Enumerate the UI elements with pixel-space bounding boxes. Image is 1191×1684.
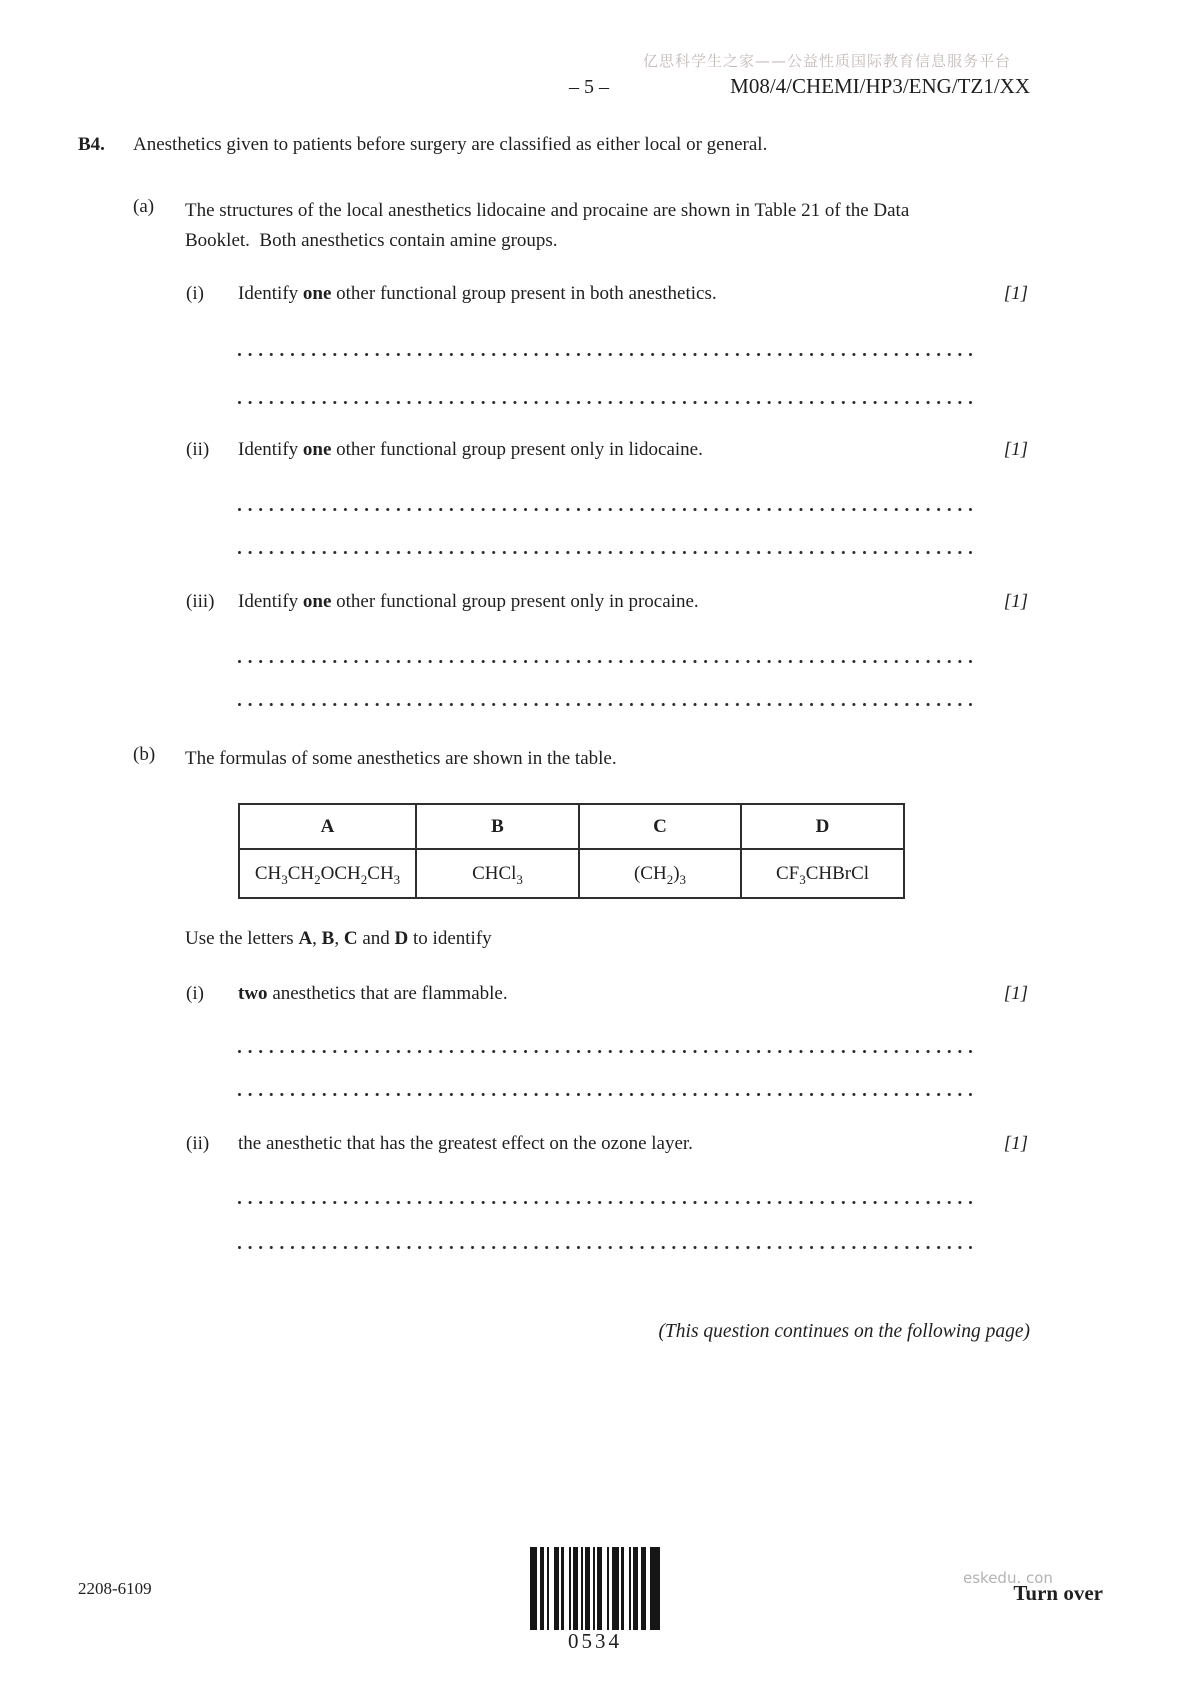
barcode-bar <box>650 1547 660 1630</box>
table-header-d: D <box>741 804 904 849</box>
answer-line[interactable] <box>238 353 975 356</box>
answer-line[interactable] <box>238 551 975 554</box>
part-b-instruction: Use the letters A, B, C and D to identify <box>185 928 492 949</box>
table-header-c: C <box>579 804 741 849</box>
item-a-i-label: (i) <box>186 283 204 304</box>
table-formula-row <box>239 849 904 898</box>
item-b-i-marks: [1] <box>1003 983 1028 1004</box>
turn-over-label: Turn over <box>1013 1581 1103 1605</box>
answer-line[interactable] <box>238 660 975 663</box>
part-b-text: The formulas of some anesthetics are shown in the table. <box>185 748 617 769</box>
item-a-ii-label: (ii) <box>186 439 210 460</box>
answer-line[interactable] <box>238 508 975 511</box>
item-a-ii-text: Identify one other functional group present only in lidocaine. <box>238 439 703 460</box>
item-a-i-marks: [1] <box>1003 283 1028 304</box>
barcode-image <box>530 1547 660 1630</box>
table-header-b: B <box>416 804 579 849</box>
barcode-bar <box>530 1547 537 1630</box>
header-watermark: 亿思科学生之家——公益性质国际教育信息服务平台 <box>642 52 1012 70</box>
table-header-row <box>239 804 904 849</box>
continuation-note: (This question continues on the following page) <box>658 1321 1030 1342</box>
page-number: – 5 – <box>569 76 609 98</box>
formula-b: CHCl$_3$ <box>416 849 579 898</box>
barcode-number: 0534 <box>568 1629 622 1653</box>
item-b-i-label: (i) <box>186 983 204 1004</box>
question-number: B4. <box>78 134 105 155</box>
item-b-ii-text: the anesthetic that has the greatest effect on the ozone layer. <box>238 1133 693 1154</box>
formula-c: $(CH_2)_3$ <box>579 849 741 898</box>
paper-code: M08/4/CHEMI/HP3/ENG/TZ1/XX <box>730 74 1030 98</box>
part-a-label: (a) <box>133 196 155 217</box>
item-a-iii-label: (iii) <box>186 591 215 612</box>
answer-line[interactable] <box>238 1246 975 1249</box>
answer-line[interactable] <box>238 401 975 404</box>
part-a-text: The structures of the local anesthetics lidocaine and procaine are shown in Table 21 of the Data Booklet. Both anesthetics contain amine groups. <box>185 200 910 251</box>
item-a-iii-marks: [1] <box>1003 591 1028 612</box>
item-b-ii-marks: [1] <box>1003 1133 1028 1154</box>
item-b-ii-label: (ii) <box>186 1133 210 1154</box>
formula-a: $CH_3CH_2OCH_2CH_3$ <box>239 849 416 898</box>
site-watermark: eskedu. con <box>963 1569 1053 1587</box>
item-b-i-text: two anesthetics that are flammable. <box>238 983 508 1004</box>
answer-line[interactable] <box>238 1201 975 1204</box>
formula-d: $CF_3CHBrCl$ <box>741 849 904 898</box>
document-number: 2208-6109 <box>78 1579 152 1598</box>
item-a-i-text: Identify one other functional group present in both anesthetics. <box>238 283 717 304</box>
part-b-label: (b) <box>133 744 156 765</box>
barcode-bar <box>612 1547 619 1630</box>
answer-line[interactable] <box>238 1050 975 1053</box>
item-a-ii-marks: [1] <box>1003 439 1028 460</box>
answer-line[interactable] <box>238 703 975 706</box>
answer-line[interactable] <box>238 1093 975 1096</box>
question-intro: Anesthetics given to patients before surgery are classified as either local or general. <box>133 134 768 155</box>
table-header-a: A <box>239 804 416 849</box>
item-a-iii-text: Identify one other functional group present only in procaine. <box>238 591 699 612</box>
anesthetics-table <box>238 803 905 899</box>
